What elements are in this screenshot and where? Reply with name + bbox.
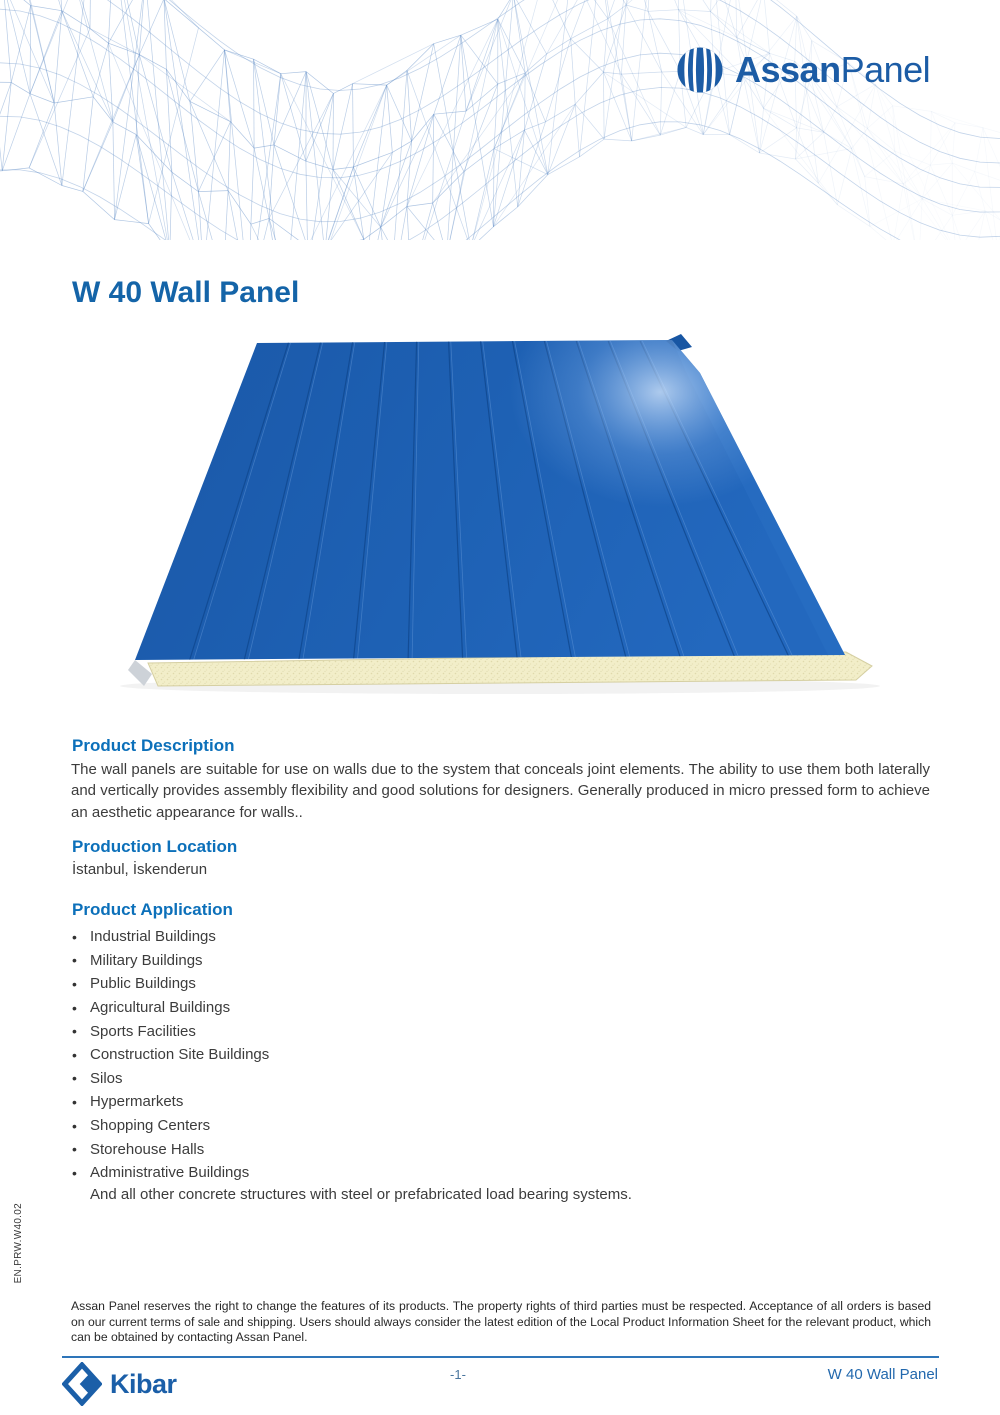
bullet-icon: • (72, 1046, 77, 1063)
list-item (72, 1019, 772, 1043)
bullet-icon: • (72, 1164, 77, 1181)
bullet-icon: • (72, 1093, 77, 1110)
bullet-icon: • (72, 999, 77, 1016)
bullet-icon: • (72, 1117, 77, 1134)
bullet-icon: • (72, 975, 77, 992)
document-code: EN.PRW.W40.02 (13, 1203, 24, 1284)
list-item (72, 1114, 772, 1138)
application-note: And all other concrete structures with steel or prefabricated load bearing systems. (90, 1186, 632, 1203)
footer-doc-name: W 40 Wall Panel (827, 1366, 938, 1383)
bullet-icon: • (72, 1141, 77, 1158)
list-item-label: Storehouse Halls (90, 1140, 205, 1158)
page-title: W 40 Wall Panel (72, 276, 300, 309)
section-heading-description: Product Description (72, 736, 235, 755)
list-item (72, 1043, 772, 1067)
list-item-label: Construction Site Buildings (90, 1046, 270, 1064)
list-item-label: Administrative Buildings (90, 1164, 250, 1182)
list-item (72, 949, 772, 973)
diamond-icon (62, 1362, 102, 1406)
list-item (72, 996, 772, 1020)
list-item-label: Silos (90, 1069, 123, 1087)
list-item-label: Public Buildings (90, 975, 196, 993)
list-item (72, 1067, 772, 1091)
bullet-icon: • (72, 952, 77, 969)
list-item-label: Sports Facilities (90, 1022, 196, 1040)
bullet-icon: • (72, 928, 77, 945)
kibar-logo (62, 1362, 177, 1406)
kibar-wordmark: Kibar (110, 1368, 177, 1399)
wall-panel-illustration (100, 330, 900, 702)
application-list (72, 925, 772, 1185)
section-heading-application: Product Application (72, 900, 233, 919)
list-item-label: Military Buildings (90, 951, 203, 969)
list-item (72, 1090, 772, 1114)
brand-wordmark (735, 49, 930, 91)
list-item (72, 925, 772, 949)
list-item (72, 1161, 772, 1185)
striped-globe-icon (674, 44, 726, 96)
description-text: The wall panels are suitable for use on walls due to the system that conceals joint elements. The ability to use them both laterally and vertically provides assembly flexibility and good solutions for designers. Generally produced in micro pressed form to achieve an aesthetic appearance for walls.. (71, 761, 930, 821)
section-heading-location: Production Location (72, 837, 238, 856)
panel-top-sheet (135, 340, 845, 660)
wireframe-wave-graphic (0, 0, 1000, 240)
list-item (72, 1137, 772, 1161)
list-item-label: Shopping Centers (90, 1117, 211, 1135)
footer-divider (62, 1356, 939, 1358)
page-number: -1- (450, 1367, 466, 1382)
list-item-label: Hypermarkets (90, 1093, 184, 1111)
legal-disclaimer: Assan Panel reserves the right to change the features of its products. The property rights of third parties must be respected. Acceptance of all orders is based on our current terms of sale and shipping. Users should always consider the latest edition of the Local Product Information Sheet for the relevant product, which can be obtained by contacting Assan Panel. (71, 1299, 931, 1345)
location-text: İstanbul, İskenderun (72, 861, 208, 878)
list-item-label: Industrial Buildings (90, 928, 216, 946)
assanpanel-logo (674, 44, 930, 96)
bullet-icon: • (72, 1070, 77, 1087)
list-item-label: Agricultural Buildings (90, 999, 231, 1017)
brand-bold: Assan (735, 49, 841, 90)
bullet-icon: • (72, 1023, 77, 1040)
brand-light: Panel (840, 49, 931, 90)
list-item (72, 972, 772, 996)
